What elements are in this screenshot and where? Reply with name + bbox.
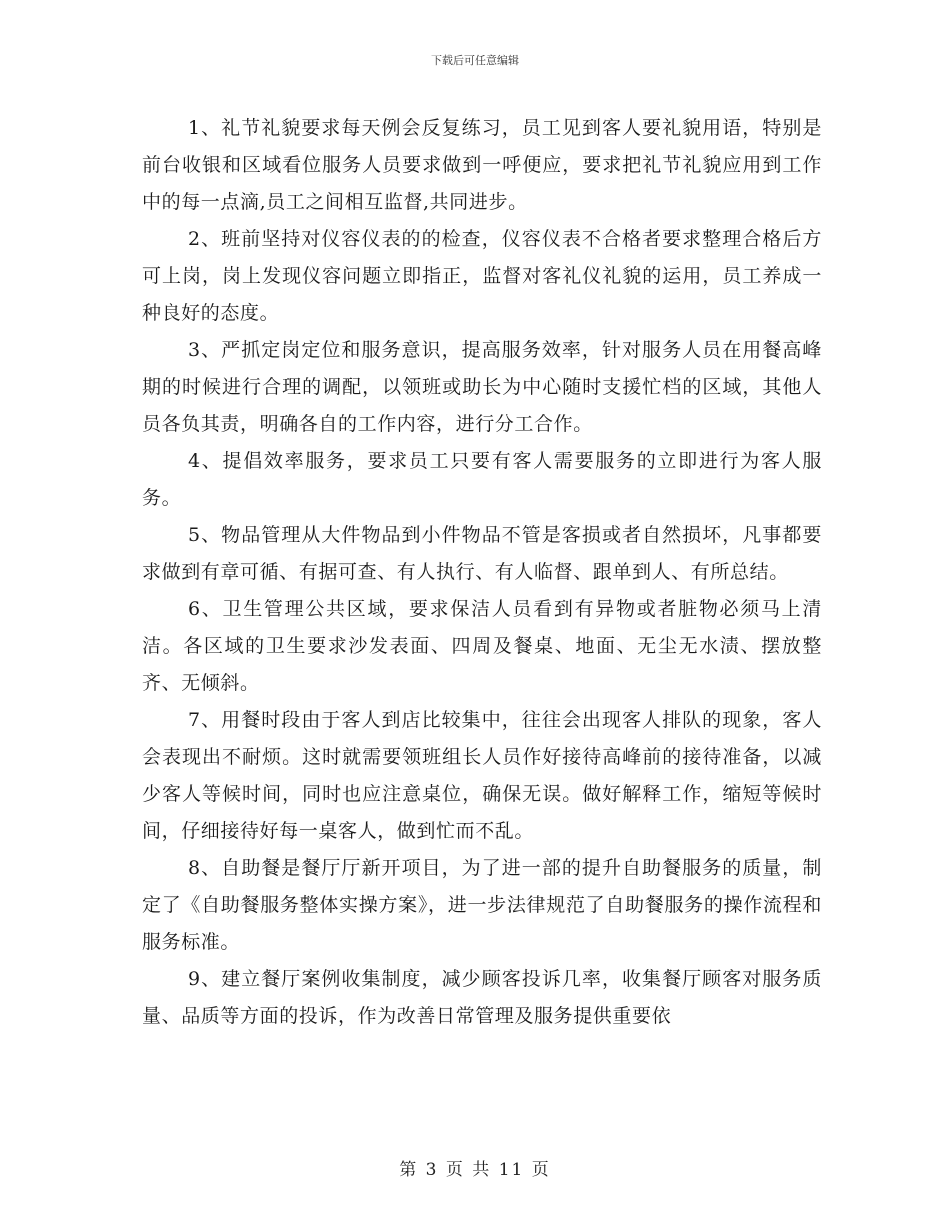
page-header: 下载后可任意编辑 (431, 54, 519, 67)
paragraph-5: 5、物品管理从大件物品到小件物品不管是客损或者自然损坏，凡事都要求做到有章可循、有据可查、有人执行、有人临督、跟单到人、有所总结。 (142, 524, 822, 583)
paragraph-3: 3、严抓定岗定位和服务意识，提高服务效率，针对服务人员在用餐高峰期的时候进行合理的调配，以领班或助长为中心随时支援忙档的区域，其他人员各负其责，明确各自的工作内容，进行分工合作。 (142, 339, 822, 435)
paragraph-7: 7、用餐时段由于客人到店比较集中，往往会出现客人排队的现象，客人会表现出不耐烦。这时就需要领班组长人员作好接待高峰前的接待准备，以减少客人等候时间，同时也应注意桌位，确保无误。做好解释工作，缩短等候时间，仔细接待好每一桌客人，做到忙而不乱。 (142, 709, 822, 842)
paragraph-1: 1、礼节礼貌要求每天例会反复练习，员工见到客人要礼貌用语，特别是前台收银和区域看位服务人员要求做到一呼便应，要求把礼节礼貌应用到工作中的每一点滴,员工之间相互监督,共同进步。 (142, 117, 822, 213)
paragraph-9: 9、建立餐厅案例收集制度，减少顾客投诉几率，收集餐厅顾客对服务质量、品质等方面的投诉，作为改善日常管理及服务提供重要依 (142, 968, 822, 1027)
document-body (142, 110, 822, 1035)
paragraph-8: 8、自助餐是餐厅厅新开项目，为了进一部的提升自助餐服务的质量，制定了《自助餐服务整体实操方案》，进一步法律规范了自助餐服务的操作流程和服务标准。 (142, 857, 822, 953)
paragraph-4: 4、提倡效率服务，要求员工只要有客人需要服务的立即进行为客人服务。 (142, 450, 822, 509)
page-footer: 第 3 页 共 11 页 (399, 1160, 551, 1180)
paragraph-2: 2、班前坚持对仪容仪表的的检查，仪容仪表不合格者要求整理合格后方可上岗，岗上发现仪容问题立即指正，监督对客礼仪礼貌的运用，员工养成一种良好的态度。 (142, 228, 822, 324)
paragraph-6: 6、卫生管理公共区域，要求保洁人员看到有异物或者脏物必须马上清洁。各区域的卫生要求沙发表面、四周及餐桌、地面、无尘无水渍、摆放整齐、无倾斜。 (142, 598, 822, 694)
